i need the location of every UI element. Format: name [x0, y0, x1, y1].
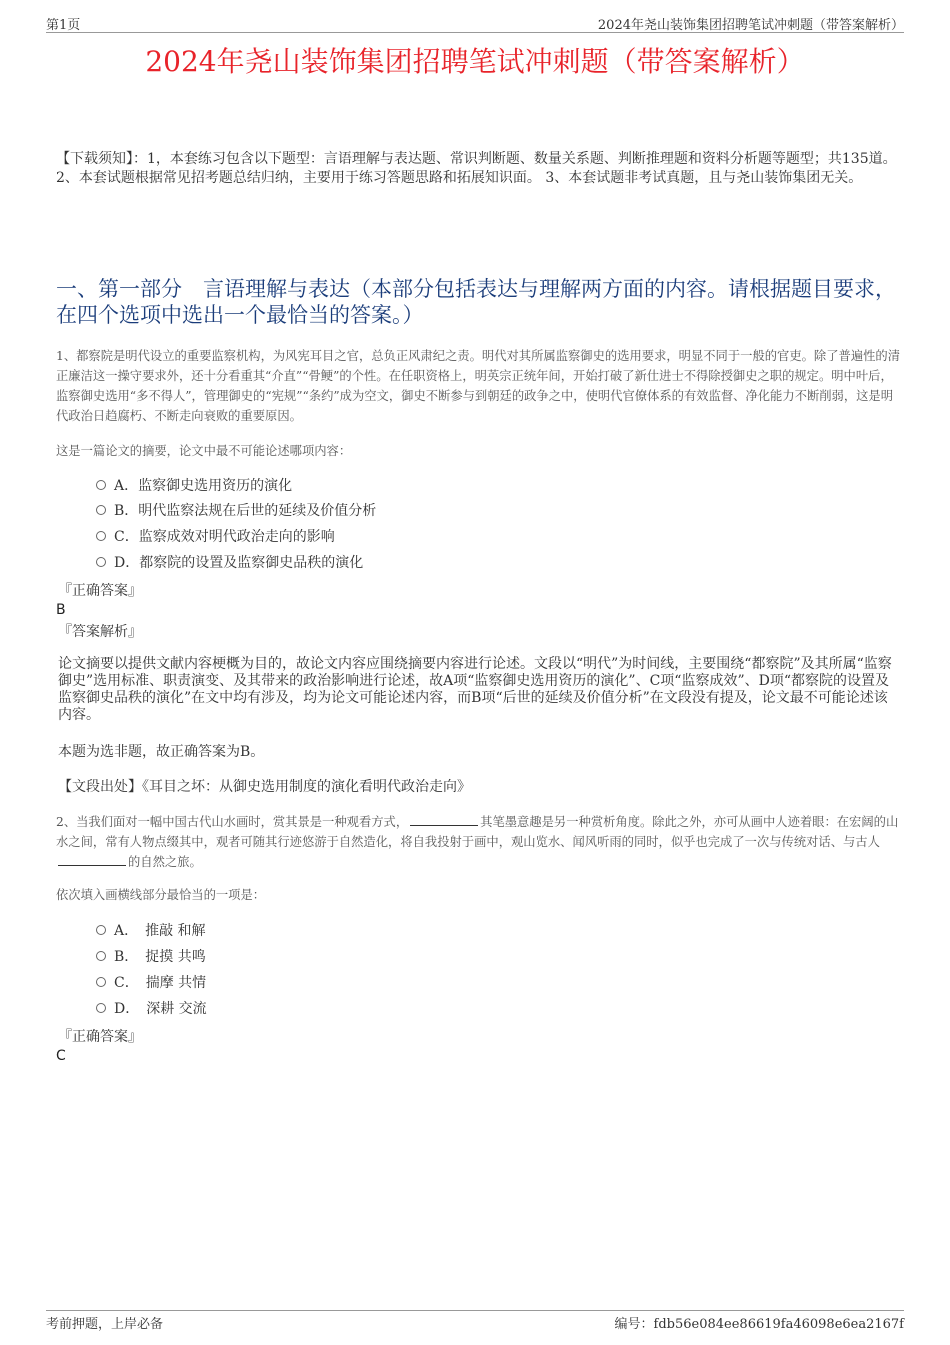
question-1-analysis-label: 『答案解析』 [58, 624, 142, 640]
radio-icon[interactable] [96, 480, 106, 490]
header-divider [46, 32, 904, 33]
question-1-prompt: 这是一篇论文的摘要，论文中最不可能论述哪项内容： [56, 444, 352, 458]
page-footer [46, 1313, 904, 1331]
question-2-option-d[interactable]: D． 深耕 交流 [96, 998, 207, 1020]
question-1-answer: B [56, 602, 66, 618]
question-2-answer: C [56, 1048, 66, 1064]
radio-icon[interactable] [96, 531, 106, 541]
radio-icon[interactable] [96, 1003, 106, 1013]
question-2-answer-label: 『正确答案』 [58, 1029, 142, 1045]
footer-divider [46, 1310, 904, 1311]
radio-icon[interactable] [96, 505, 106, 515]
page-number: 第1页 [46, 18, 81, 33]
question-2-option-c[interactable]: C． 揣摩 共情 [96, 972, 206, 994]
footer-doc-id: 编号：fdb56e084ee86619fa46098e6ea2167f [614, 1317, 904, 1332]
question-1-option-a[interactable]: A．监察御史选用资历的演化 [96, 475, 292, 497]
question-2-prompt: 依次填入画横线部分最恰当的一项是： [56, 888, 266, 902]
question-1-option-d[interactable]: D．都察院的设置及监察御史品秩的演化 [96, 552, 363, 574]
question-1-passage: 1、都察院是明代设立的重要监察机构，为风宪耳目之官，总负正风肃纪之责。明代对其所属监察御史的选用要求，明显不同于一般的官吏。除了普遍性的清正廉洁这一操守要求外，还十分看重其“介直”“骨鲠”的个性。在任职资格上，明英宗正统年间，开始打破了新仕进士不得除授御史之职的规定。明中叶后，监察御史选用“多不得人”，管理御史的“宪规”“条约”成为空文，御史不断参与到朝廷的政争之中，使明代官僚体系的有效监督、净化能力不断削弱，这是明代政治日趋腐朽、不断走向衰败的重要原因。 [56, 349, 901, 423]
question-2-option-a[interactable]: A． 推敲 和解 [96, 920, 206, 942]
question-1-conclusion: 本题为选非题，故正确答案为B。 [58, 744, 265, 760]
question-1-analysis: 论文摘要以提供文献内容梗概为目的，故论文内容应围绕摘要内容进行论述。文段以“明代”为时间线，主要围绕“都察院”及其所属“监察御史”选用标准、职责演变、及其带来的政治影响进行论述，故A项“监察御史选用资历的演化”、C项“监察成效”、D项“都察院的设置及监察御史品秩的演化”在文中均有涉及，均为论文可能论述内容，而B项“后世的延续及价值分析”在文段没有提及，论文最不可能论述该内容。 [58, 656, 892, 723]
question-1-answer-label: 『正确答案』 [58, 583, 142, 599]
question-1-source: 【文段出处】《耳目之坏：从御史选用制度的演化看明代政治走向》 [58, 779, 471, 795]
radio-icon[interactable] [96, 557, 106, 567]
header-doc-title: 2024年尧山装饰集团招聘笔试冲刺题（带答案解析） [597, 18, 904, 33]
footer-slogan: 考前押题，上岸必备 [46, 1317, 164, 1332]
question-2-passage: 2、当我们面对一幅中国古代山水画时，赏其景是一种观看方式， 其笔墨意趣是另一种赏析角度。除此之外，亦可从画中人迹着眼：在宏阔的山水之间，常有人物点缀其中，观者可随其行迹悠游于自然造化，将自我投射于画中，观山览水、闻风听雨的同时，似乎也完成了一次与传统对话、与古人的自然之旅。 [56, 815, 899, 869]
fill-blank-1 [410, 813, 478, 826]
radio-icon[interactable] [96, 977, 106, 987]
question-1-option-c[interactable]: C．监察成效对明代政治走向的影响 [96, 526, 335, 548]
question-2-option-b[interactable]: B． 捉摸 共鸣 [96, 946, 206, 968]
radio-icon[interactable] [96, 925, 106, 935]
document-title: 2024年尧山装饰集团招聘笔试冲刺题（带答案解析） [145, 45, 805, 78]
download-notice: 【下载须知】：1，本套练习包含以下题型：言语理解与表达题、常识判断题、数量关系题、判断推理题和资料分析题等题型；共135道。 2、本套试题根据常见招考题总结归纳，主要用于练习答题思路和拓展知识面。 3、本套试题非考试真题，且与尧山装饰集团无关。 [56, 151, 897, 186]
section-heading: 一、第一部分 言语理解与表达（本部分包括表达与理解两方面的内容。请根据题目要求，在四个选项中选出一个最恰当的答案。） [56, 277, 896, 327]
fill-blank-2 [58, 853, 126, 866]
radio-icon[interactable] [96, 951, 106, 961]
question-1-option-b[interactable]: B．明代监察法规在后世的延续及价值分析 [96, 500, 376, 522]
page-header [46, 14, 904, 32]
